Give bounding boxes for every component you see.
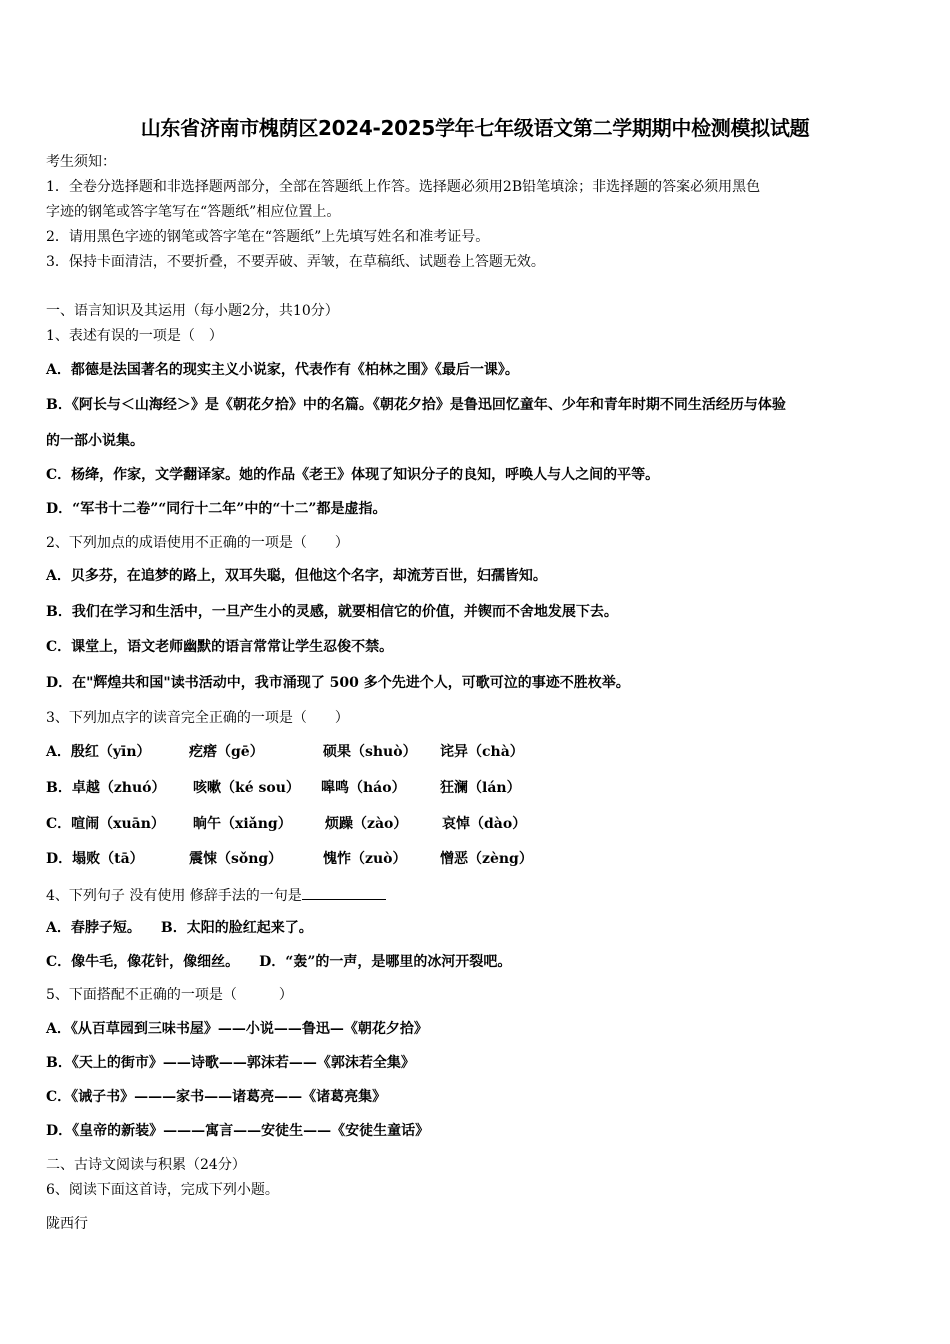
q5-option-a: A．《从百草园到三味书屋》——小说——鲁迅—《朝花夕拾》	[46, 1021, 428, 1037]
q4-options-cd	[46, 953, 511, 971]
answer-blank	[302, 885, 386, 900]
q5-option-d: D．《皇帝的新装》———寓言——安徒生——《安徒生童话》	[46, 1123, 430, 1139]
q3-d-item: 憎恶（zèng）	[440, 851, 533, 867]
q4-stem-text: 4、下列句子 没有使用 修辞手法的一句是	[46, 888, 302, 904]
q4-option-b: B．太阳的脸红起来了。	[160, 920, 313, 936]
notice-item: 2．请用黑色字迹的钢笔或答字笔在“答题纸”上先填写姓名和准考证号。	[46, 229, 490, 245]
q3-a-item: 硕果（shuò）	[323, 744, 417, 760]
q6-stem: 6、阅读下面这首诗，完成下列小题。	[46, 1182, 279, 1198]
exam-title: 山东省济南市槐荫区2024-2025学年七年级语文第二学期期中检测模拟试题	[140, 116, 810, 140]
q4-options-ab	[46, 919, 313, 937]
q3-b-item: B．卓越（zhuó）	[46, 780, 166, 796]
section-1-heading: 一、语言知识及其运用（每小题2分，共10分）	[46, 303, 339, 319]
poem-title: 陇西行	[46, 1216, 88, 1232]
q3-d-item: 愧怍（zuò）	[323, 851, 407, 867]
notice-item: 3．保持卡面清洁，不要折叠，不要弄破、弄皱，在草稿纸、试题卷上答题无效。	[46, 254, 545, 270]
section-2-heading: 二、古诗文阅读与积累（24分）	[46, 1157, 246, 1173]
q1-option-d: D．“军书十二卷”“同行十二年”中的“十二”都是虚指。	[46, 501, 387, 517]
q5-stem: 5、下面搭配不正确的一项是（ ）	[46, 987, 293, 1003]
q3-a-item: 疙瘩（gē）	[189, 744, 264, 760]
q3-b-item: 狂澜（lán）	[440, 780, 521, 796]
q3-d-item: D．塌败（tā）	[46, 851, 144, 867]
q3-a-item: 诧异（chà）	[440, 744, 524, 760]
q2-option-a: A．贝多芬，在追梦的路上，双耳失聪，但他这个名字，却流芳百世，妇孺皆知。	[46, 568, 547, 584]
q3-stem: 3、下列加点字的读音完全正确的一项是（ ）	[46, 710, 349, 726]
q1-option-a: A．都德是法国著名的现实主义小说家，代表作有《柏林之围》《最后一课》。	[46, 362, 519, 378]
q3-c-item: 哀悼（dào）	[442, 816, 527, 832]
q2-option-c: C．课堂上，语文老师幽默的语言常常让学生忍俊不禁。	[46, 639, 394, 655]
q3-c-item: 烦躁（zào）	[325, 816, 408, 832]
q3-c-item: 晌午（xiǎng）	[193, 816, 292, 832]
q4-option-d: D．“轰”的一声，是哪里的冰河开裂吧。	[259, 954, 512, 970]
q4-option-a: A．春脖子短。	[46, 920, 141, 936]
q1-option-b: B．《阿长与＜山海经＞》是《朝花夕拾》中的名篇。《朝花夕拾》是鲁迅回忆童年、少年和青年时期不同生活经历与体验	[46, 397, 786, 413]
q1-stem: 1、表述有误的一项是（ ）	[46, 328, 223, 344]
q3-c-item: C．喧闹（xuān）	[46, 816, 165, 832]
notice-heading: 考生须知：	[46, 154, 116, 170]
q4-stem	[46, 885, 386, 905]
q1-option-b-cont: 的一部小说集。	[46, 433, 144, 449]
q3-b-item: 嗥鸣（háo）	[321, 780, 406, 796]
q3-b-item: 咳嗽（ké sou）	[193, 780, 300, 796]
q3-a-item: A．殷红（yīn）	[46, 744, 151, 760]
q4-option-c: C．像牛毛，像花针，像细丝。	[46, 954, 240, 970]
q5-option-c: C．《诫子书》———家书——诸葛亮——《诸葛亮集》	[46, 1089, 387, 1105]
q3-d-item: 震悚（sǒng）	[189, 851, 283, 867]
q2-option-b: B．我们在学习和生活中，一旦产生小的灵感，就要相信它的价值，并锲而不舍地发展下去。	[46, 604, 618, 620]
q2-option-d: D．在"辉煌共和国"读书活动中，我市涌现了 500 多个先进个人，可歌可泣的事迹不胜枚举。	[46, 675, 630, 691]
q2-stem: 2、下列加点的成语使用不正确的一项是（ ）	[46, 535, 349, 551]
notice-item: 1．全卷分选择题和非选择题两部分，全部在答题纸上作答。选择题必须用2B铅笔填涂；非选择题的答案必须用黑色	[46, 179, 761, 195]
notice-item: 字迹的钢笔或答字笔写在“答题纸”相应位置上。	[46, 204, 341, 220]
q5-option-b: B．《天上的街市》——诗歌——郭沫若——《郭沫若全集》	[46, 1055, 415, 1071]
q1-option-c: C．杨绛，作家，文学翻译家。她的作品《老王》体现了知识分子的良知，呼唤人与人之间的平等。	[46, 467, 660, 483]
